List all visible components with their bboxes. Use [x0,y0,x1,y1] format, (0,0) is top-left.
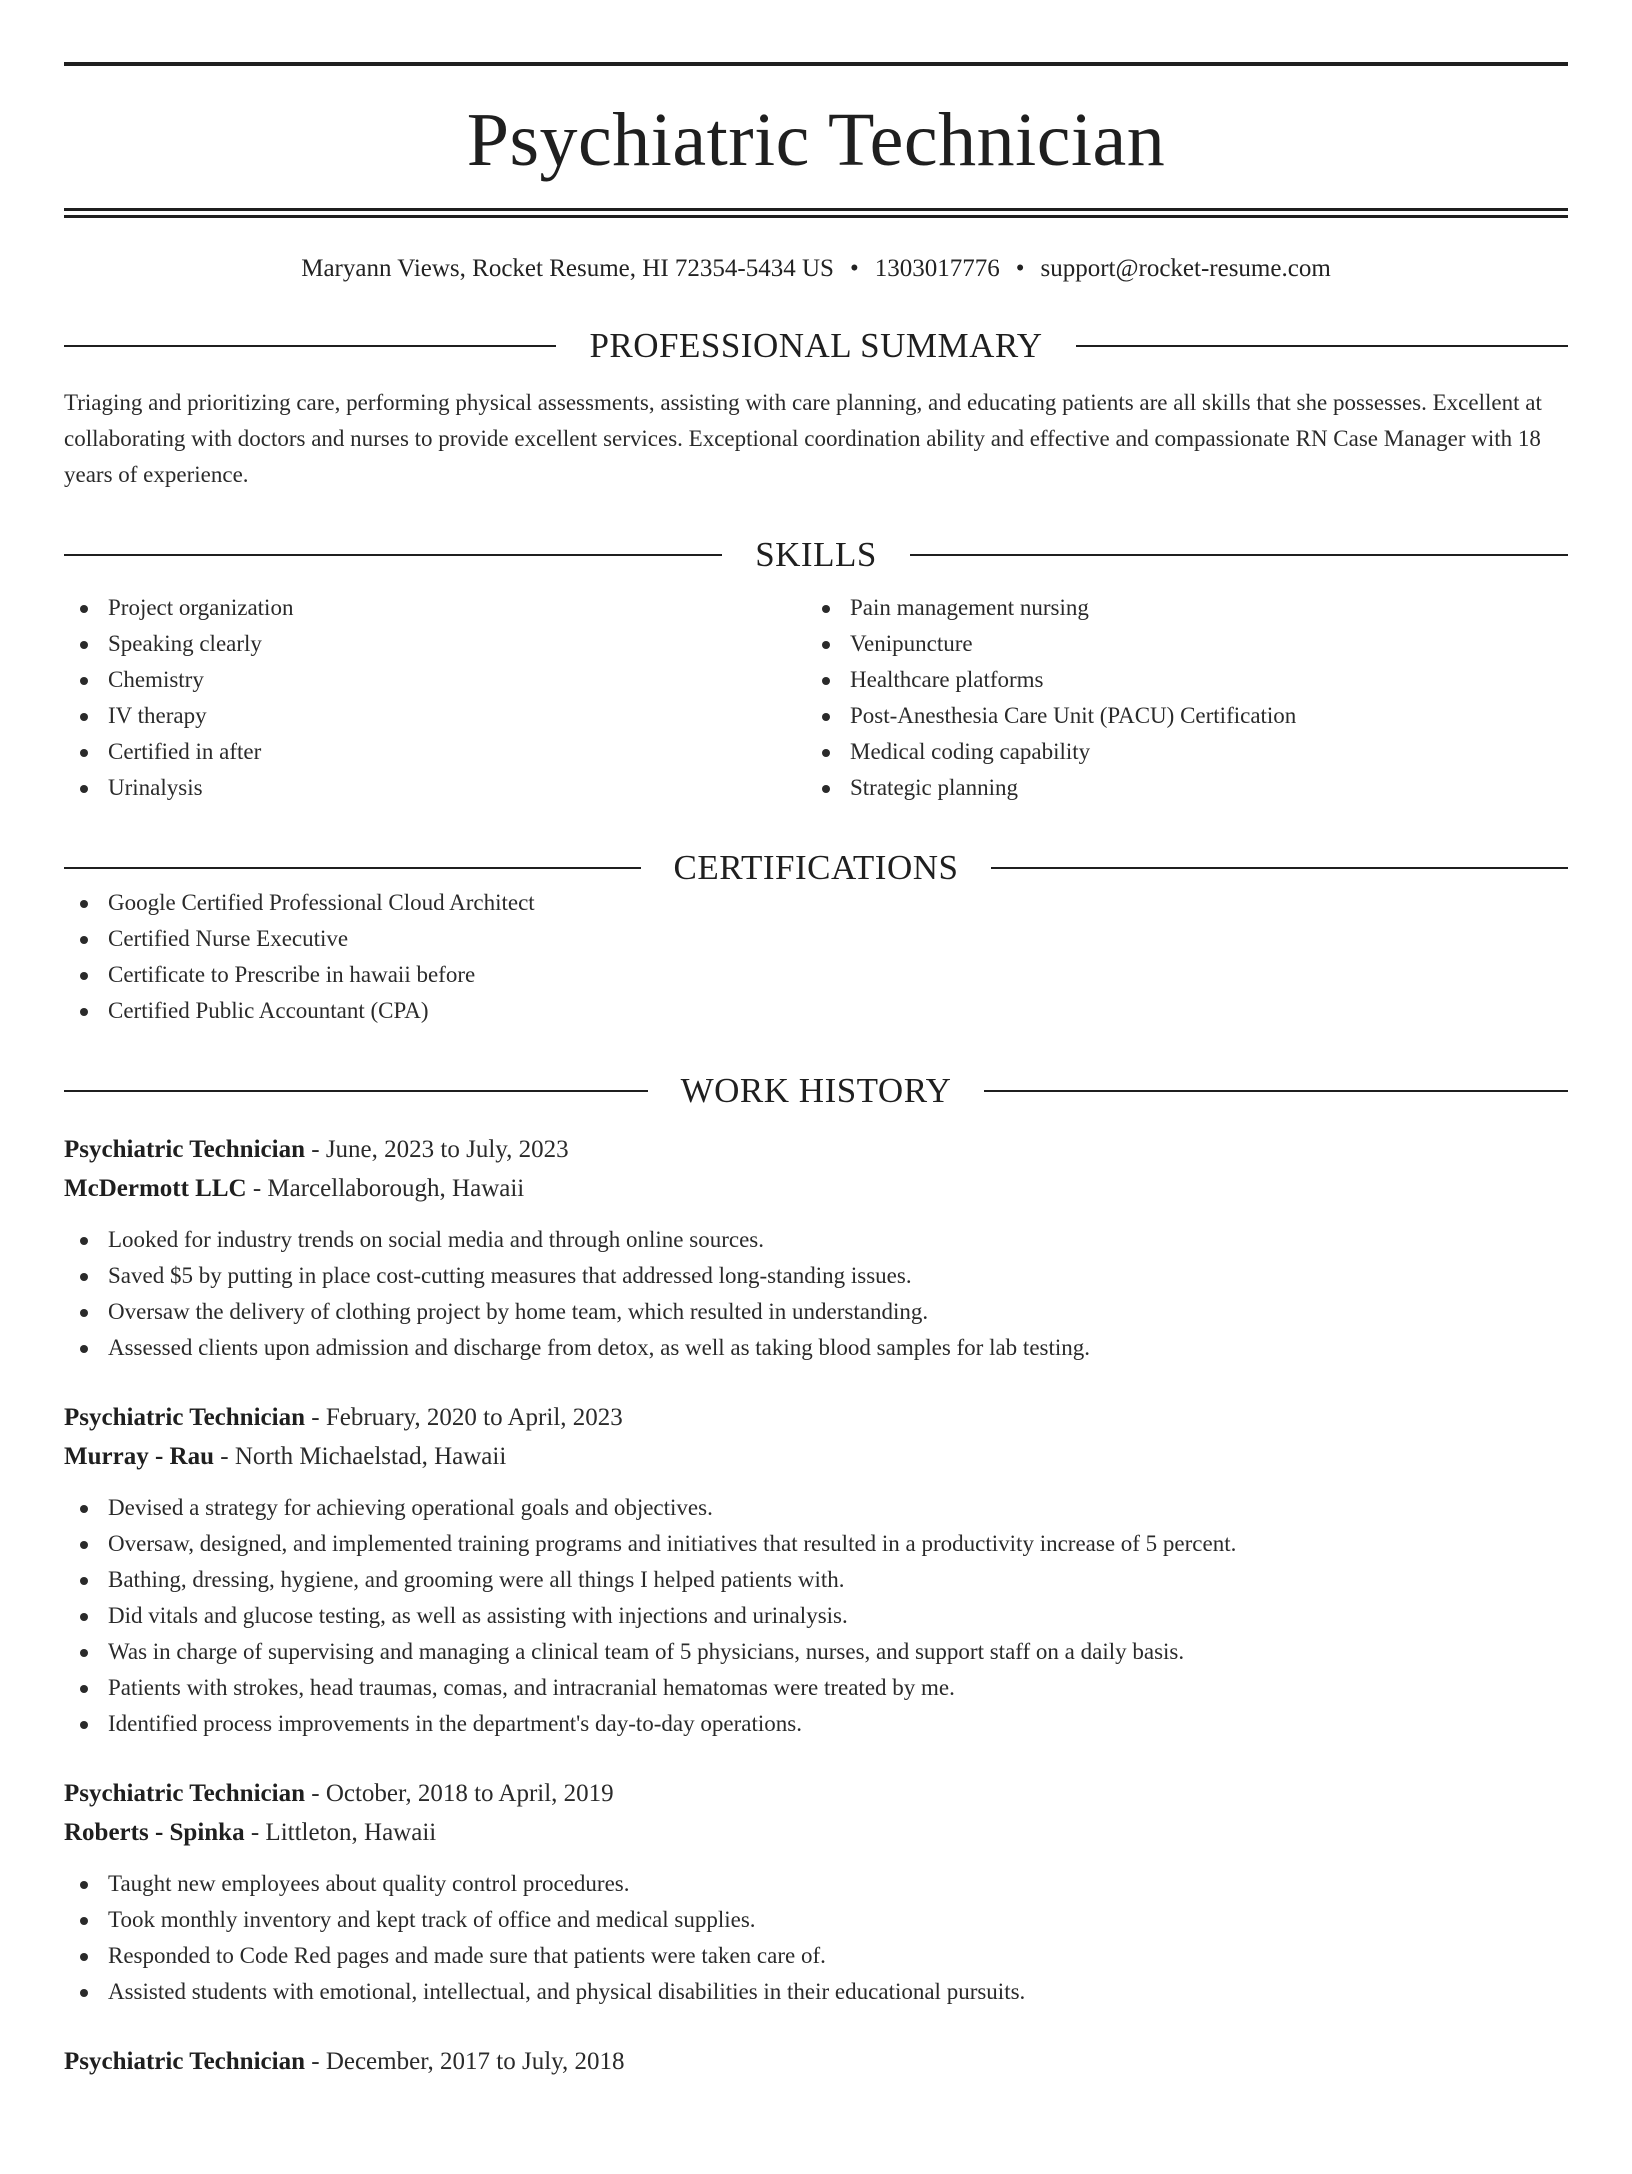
skill-item: Speaking clearly [64,626,806,662]
summary-heading [64,328,1568,363]
skill-item: Certified in after [64,734,806,770]
duty-item: Identified process improvements in the department's day-to-day operations. [64,1706,1568,1742]
section-title: PROFESSIONAL SUMMARY [589,326,1043,365]
job-company: Roberts - Spinka [64,1819,245,1846]
duty-item: Oversaw the delivery of clothing project by home team, which resulted in understanding. [64,1294,1568,1330]
job-title-line [64,1398,1568,1437]
job-company: McDermott LLC [64,1175,247,1202]
resume-title: Psychiatric Technician [466,98,1166,182]
duty-item: Oversaw, designed, and implemented training programs and initiatives that resulted in a productivity increase of 5 percent. [64,1526,1568,1562]
skill-item: Venipuncture [806,626,1548,662]
duty-item: Was in charge of supervising and managing a clinical team of 5 physicians, nurses, and support staff on a daily basis. [64,1634,1568,1670]
certification-item: Certified Nurse Executive [64,921,1568,957]
job-title-line [64,1130,1568,1169]
job-title: Psychiatric Technician [64,2048,305,2075]
duty-item: Looked for industry trends on social media and through online sources. [64,1222,1568,1258]
title-double-rule [64,208,1568,218]
duty-item: Patients with strokes, head traumas, comas, and intracranial hematomas were treated by me. [64,1670,1568,1706]
job-company: Murray - Rau [64,1443,214,1470]
contact-phone: 1303017776 [874,255,1000,282]
dash: - [304,2048,326,2075]
dash: - [246,1175,268,1202]
duty-item: Assisted students with emotional, intellectual, and physical disabilities in their educational pursuits. [64,1974,1568,2010]
certification-item: Certified Public Accountant (CPA) [64,993,1568,1029]
skill-item: Post-Anesthesia Care Unit (PACU) Certification [806,698,1548,734]
heading-rule [910,554,1568,556]
resume-page [0,62,1632,2174]
duty-item: Assessed clients upon admission and discharge from detox, as well as taking blood samples for lab testing. [64,1330,1568,1366]
dash: - [213,1443,235,1470]
heading-rule [991,867,1568,869]
contact-line [64,254,1568,284]
section-title: WORK HISTORY [680,1071,952,1110]
job-location: Marcellaborough, Hawaii [267,1175,525,1202]
dash: - [304,1780,326,1807]
contact-address: Maryann Views, Rocket Resume, HI 72354-5434 US [301,255,834,282]
contact-email: support@rocket-resume.com [1040,255,1331,282]
job-dates: June, 2023 to July, 2023 [325,1136,569,1163]
duty-item: Bathing, dressing, hygiene, and grooming were all things I helped patients with. [64,1562,1568,1598]
skill-item: IV therapy [64,698,806,734]
section-title: CERTIFICATIONS [673,848,959,887]
heading-rule [64,867,641,869]
top-rule [64,62,1568,66]
job-title: Psychiatric Technician [64,1780,305,1807]
job-title-line [64,1774,1568,1813]
job-dates: December, 2017 to July, 2018 [325,2048,625,2075]
certification-item: Google Certified Professional Cloud Architect [64,885,1568,921]
heading-rule [64,554,722,556]
summary-text: Triaging and prioritizing care, performing physical assessments, assisting with care planning, and educating patients are all skills that she possesses. Excellent at collaborating with doctors and nurses to provide excellent services. Exceptional coordination ability and effective and compassionate RN Case Manager with 18 years of experience. [64,390,1542,487]
job-location: North Michaelstad, Hawaii [234,1443,507,1470]
job-duties [64,1866,1568,2010]
skill-item: Chemistry [64,662,806,698]
duty-item: Did vitals and glucose testing, as well as assisting with injections and urinalysis. [64,1598,1568,1634]
skills-heading [64,537,1568,572]
job-title: Psychiatric Technician [64,1136,305,1163]
skill-item: Project organization [64,590,806,626]
job-duties [64,1222,1568,1366]
job-location: Littleton, Hawaii [265,1819,437,1846]
heading-rule [1076,345,1568,347]
job-duties [64,1490,1568,1742]
dash: - [304,1136,326,1163]
skills-list-right [806,590,1548,806]
job-entry [64,1130,1568,1366]
heading-rule [64,345,556,347]
skill-item: Medical coding capability [806,734,1548,770]
job-dates: February, 2020 to April, 2023 [325,1404,623,1431]
duty-item: Devised a strategy for achieving operational goals and objectives. [64,1490,1568,1526]
contact-separator: • [849,255,859,282]
dash: - [304,1404,326,1431]
certification-item: Certificate to Prescribe in hawaii before [64,957,1568,993]
job-title-line [64,2042,1568,2081]
contact-separator: • [1015,255,1025,282]
heading-rule [64,1090,648,1092]
duty-item: Took monthly inventory and kept track of office and medical supplies. [64,1902,1568,1938]
skill-item: Urinalysis [64,770,806,806]
job-entry [64,1398,1568,1742]
duty-item: Taught new employees about quality control procedures. [64,1866,1568,1902]
skill-item: Strategic planning [806,770,1548,806]
job-company-line [64,1813,1568,1852]
heading-rule [984,1090,1568,1092]
job-entry [64,2042,1568,2081]
section-title: SKILLS [755,535,877,574]
work-history-heading [64,1073,1568,1108]
job-entry [64,1774,1568,2010]
duty-item: Responded to Code Red pages and made sure that patients were taken care of. [64,1938,1568,1974]
dash: - [244,1819,266,1846]
job-company-line [64,1437,1568,1476]
skill-item: Pain management nursing [806,590,1548,626]
skill-item: Healthcare platforms [806,662,1548,698]
job-company-line [64,1169,1568,1208]
certifications-list [64,885,1568,1029]
duty-item: Saved $5 by putting in place cost-cutting measures that addressed long-standing issues. [64,1258,1568,1294]
certifications-heading [64,850,1568,885]
job-title: Psychiatric Technician [64,1404,305,1431]
job-dates: October, 2018 to April, 2019 [325,1780,614,1807]
skills-columns [64,590,1568,806]
skills-list-left [64,590,806,806]
